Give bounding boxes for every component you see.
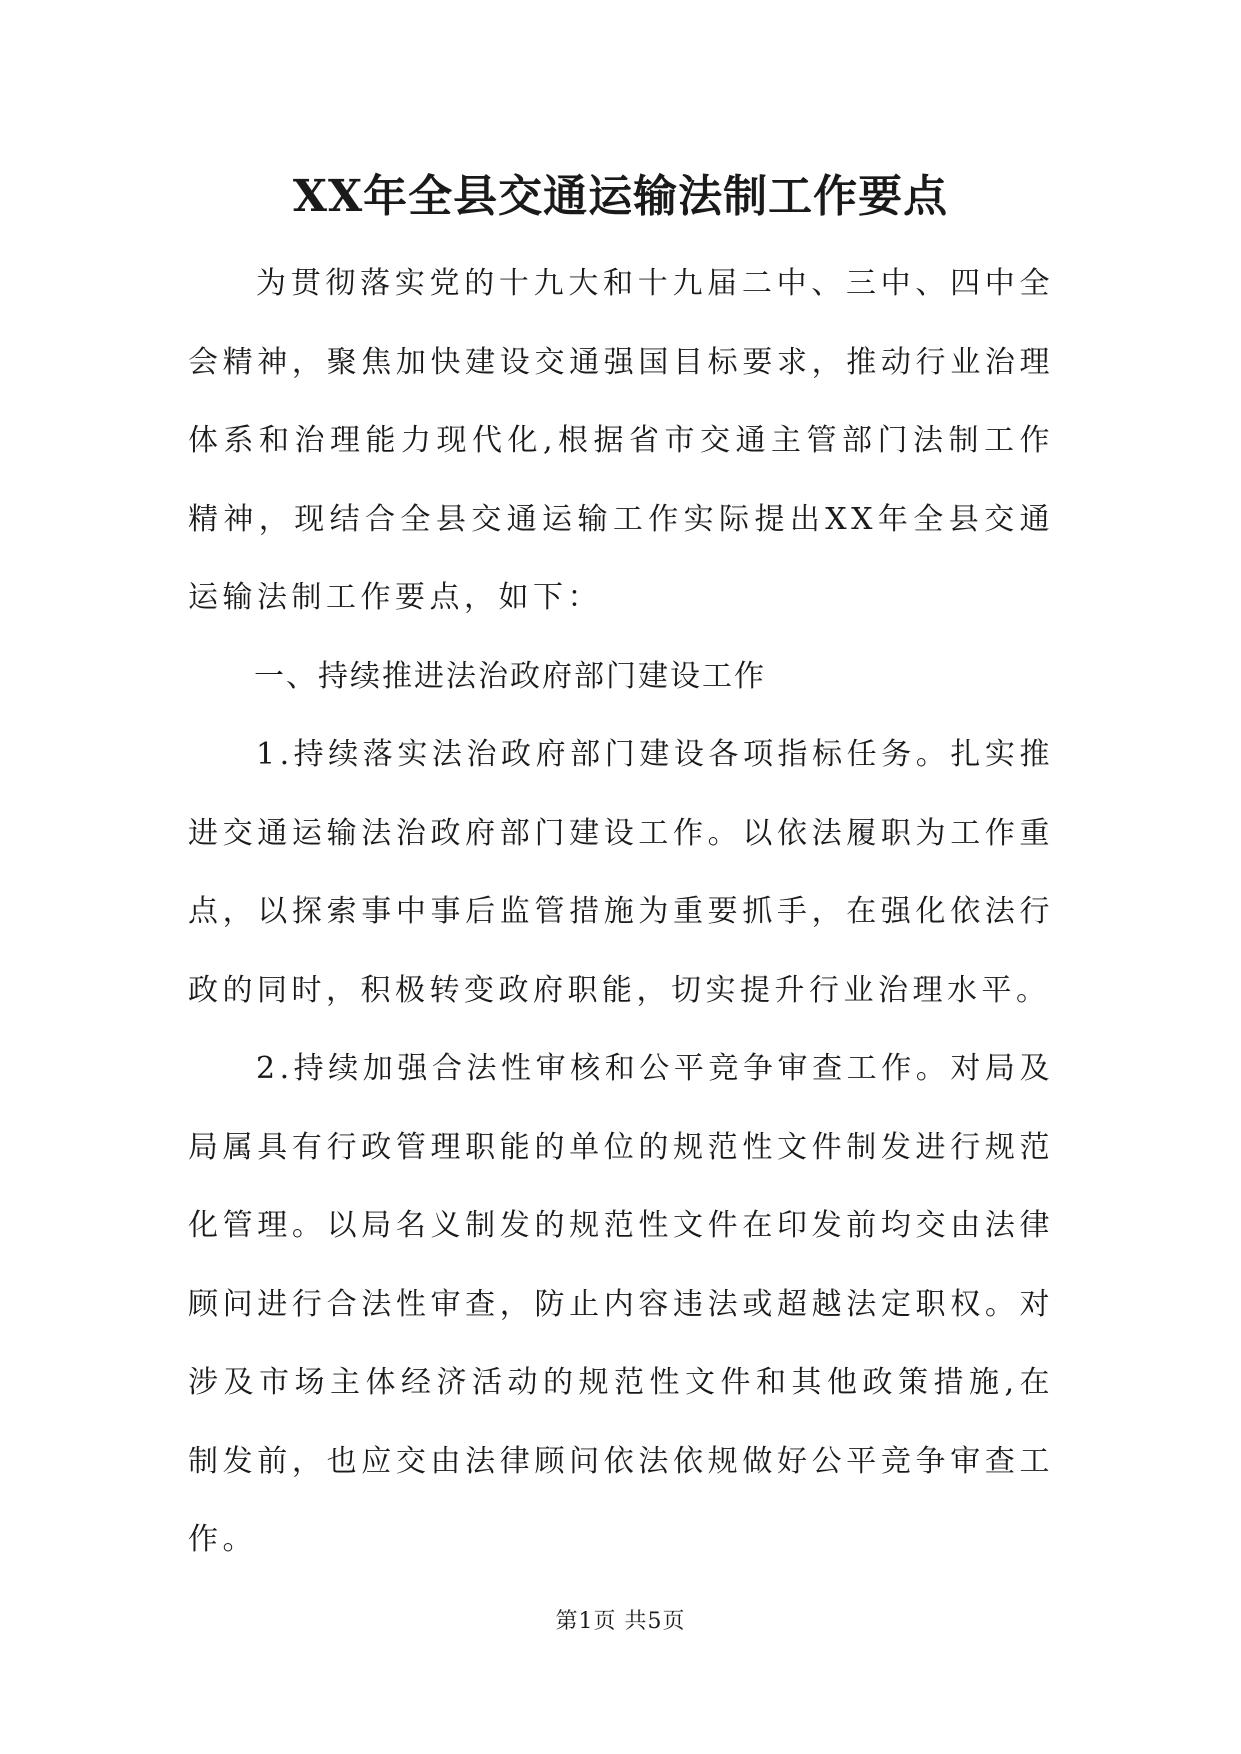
item-paragraph-1: 1.持续落实法治政府部门建设各项指标任务。扎实推进交通运输法治政府部门建设工作。以依法履职为工作重点，以探索事中事后监管措施为重要抓手，在强化依法行政的同时，积极转变政府职能，切实提升行业治理水平。 <box>188 737 1054 1008</box>
section-heading-1: 一、持续推进法治政府部门建设工作 <box>254 658 766 694</box>
document-body <box>188 245 1054 1580</box>
document-title: XX年全县交通运输法制工作要点 <box>292 171 949 222</box>
page-number-footer: 第1页 共5页 <box>555 1609 686 1634</box>
item-paragraph-2: 2.持续加强合法性审核和公平竞争审查工作。对局及局属具有行政管理职能的单位的规范性文件制发进行规范化管理。以局名义制发的规范性文件在印发前均交由法律顾问进行合法性审查，防止内容违法或超越法定职权。对涉及市场主体经济活动的规范性文件和其他政策措施,在制发前，也应交由法律顾问依法依规做好公平竞争审查工作。 <box>188 1051 1054 1557</box>
intro-paragraph: 为贯彻落实党的十九大和十九届二中、三中、四中全会精神，聚焦加快建设交通强国目标要求，推动行业治理体系和治理能力现代化,根据省市交通主管部门法制工作精神，现结合全县交通运输工作实际提出XX年全县交通运输法制工作要点，如下： <box>188 266 1054 615</box>
